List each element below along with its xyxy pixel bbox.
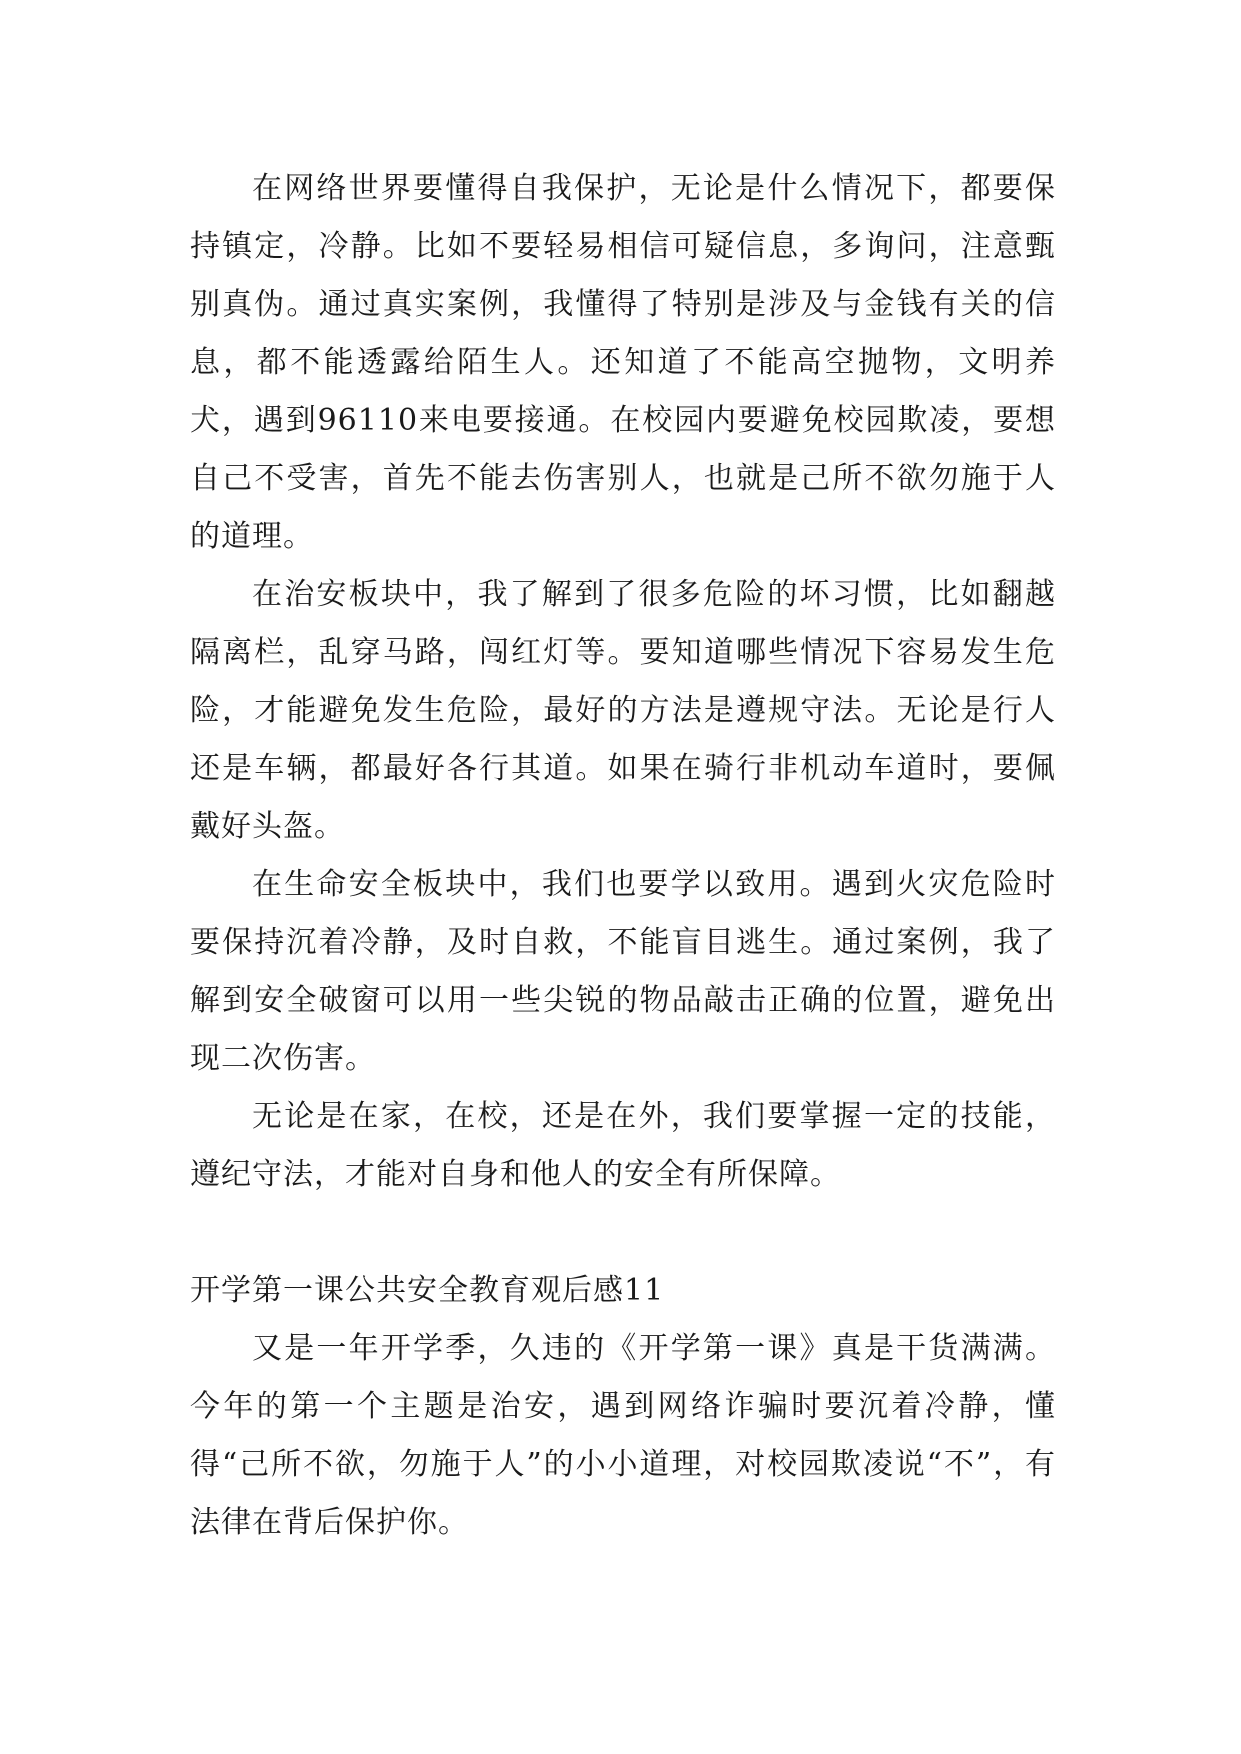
paragraph-life-safety: 在生命安全板块中，我们也要学以致用。遇到火灾危险时要保持沉着冷静，及时自救，不能盲目逃生。通过案例，我了解到安全破窗可以用一些尖锐的物品敲击正确的位置，避免出现二次伤害。: [190, 867, 1056, 1076]
paragraph-new-semester: 又是一年开学季，久违的《开学第一课》真是干货满满。今年的第一个主题是治安，遇到网络诈骗时要沉着冷静，懂得“己所不欲，勿施于人”的小小道理，对校园欺凌说“不”，有法律在背后保护你。: [190, 1331, 1056, 1540]
paragraph-public-order: 在治安板块中，我了解到了很多危险的坏习惯，比如翻越隔离栏，乱穿马路，闯红灯等。要知道哪些情况下容易发生危险，才能避免发生危险，最好的方法是遵规守法。无论是行人还是车辆，都最好各行其道。如果在骑行非机动车道时，要佩戴好头盔。: [190, 577, 1056, 844]
paragraph-conclusion: 无论是在家，在校，还是在外，我们要掌握一定的技能，遵纪守法，才能对自身和他人的安全有所保障。: [190, 1099, 1056, 1192]
section-spacer: [190, 1204, 1056, 1262]
document-page: [190, 160, 1056, 1552]
paragraph-online-safety: 在网络世界要懂得自我保护，无论是什么情况下，都要保持镇定，冷静。比如不要轻易相信可疑信息，多询问，注意甄别真伪。通过真实案例，我懂得了特别是涉及与金钱有关的信息，都不能透露给陌生人。还知道了不能高空抛物，文明养犬，遇到96110来电要接通。在校园内要避免校园欺凌，要想自己不受害，首先不能去伤害别人，也就是己所不欲勿施于人的道理。: [190, 171, 1056, 554]
section-title: 开学第一课公共安全教育观后感11: [190, 1273, 665, 1308]
